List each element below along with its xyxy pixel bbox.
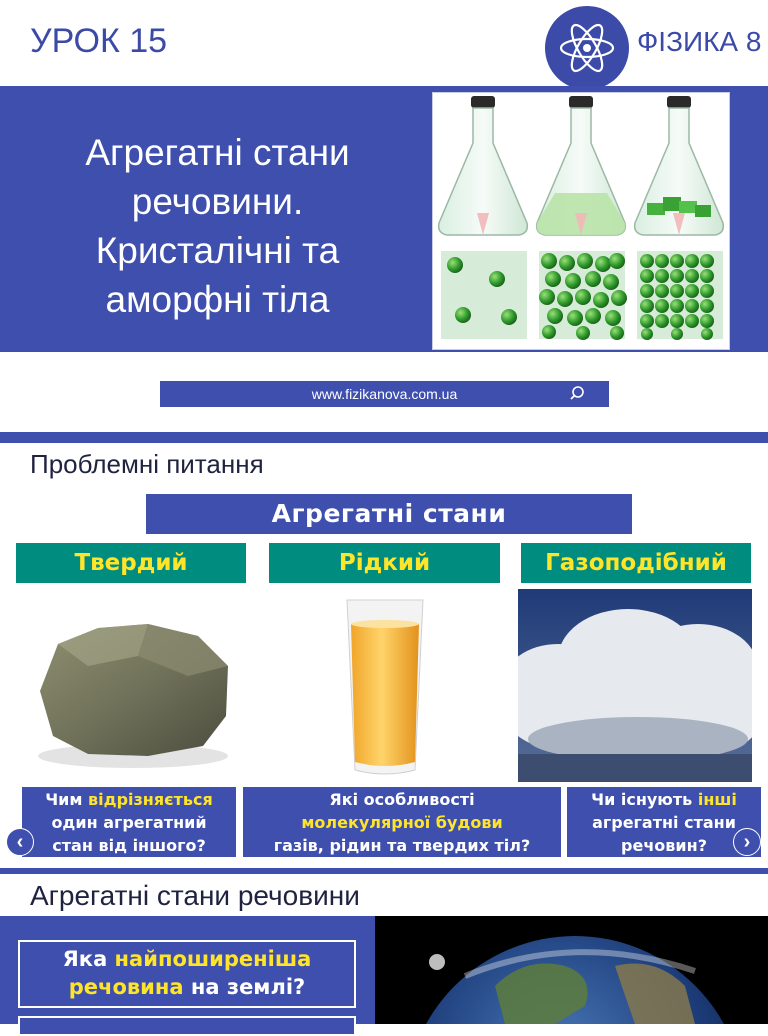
- question-highlight: найпоширеніша: [114, 947, 312, 971]
- question-highlight: інші: [697, 790, 737, 809]
- lesson-number: УРОК 15: [30, 22, 168, 60]
- title-line: аморфні тіла: [105, 279, 330, 320]
- question-text: Чи існують: [591, 790, 698, 809]
- title-line: Кристалічні та: [95, 230, 340, 271]
- question-text: один агрегатний: [51, 813, 207, 832]
- search-icon[interactable]: [570, 385, 588, 403]
- question-text: агрегатні стани: [592, 813, 736, 832]
- question-text: речовин?: [621, 836, 707, 855]
- question-card-5: [18, 1016, 356, 1036]
- earth-image: [375, 916, 768, 1024]
- website-link[interactable]: www.fizikanova.com.ua: [311, 386, 458, 402]
- question-text: на землі?: [183, 975, 306, 999]
- question-text: Чим: [45, 790, 89, 809]
- next-arrow-button[interactable]: ›: [733, 828, 761, 856]
- question-text: Яка: [62, 947, 115, 971]
- clouds-image: [518, 589, 752, 782]
- question-text: газів, рідин та твердих тіл?: [273, 836, 531, 855]
- state-liquid-label: Рідкий: [269, 543, 500, 583]
- question-text: стан від іншого?: [52, 836, 206, 855]
- subject-title: ФІЗИКА 8: [637, 26, 762, 57]
- section2-heading: Агрегатні стани речовини: [30, 880, 360, 911]
- problems-heading: Проблемні питання: [30, 449, 264, 479]
- question-highlight: речовина: [68, 975, 184, 999]
- state-solid-label: Твердий: [16, 543, 246, 583]
- title-line: Агрегатні стани: [85, 132, 350, 173]
- question-highlight: відрізняється: [88, 790, 213, 809]
- question-card-3: [567, 787, 761, 857]
- question-card-2: [243, 787, 561, 857]
- rock-image: [28, 596, 238, 781]
- question-card-1: [22, 787, 236, 857]
- page-title: [30, 128, 405, 324]
- states-heading: Агрегатні стани: [146, 494, 632, 534]
- state-gas-label: Газоподібний: [521, 543, 751, 583]
- flasks-illustration: [432, 92, 730, 350]
- title-line: речовини.: [131, 181, 304, 222]
- atom-icon: [545, 6, 629, 90]
- question-card-4: [18, 940, 356, 1008]
- question-highlight: молекулярної будови: [301, 813, 503, 832]
- prev-arrow-button[interactable]: ‹: [6, 828, 34, 856]
- juice-glass-image: [335, 596, 435, 781]
- question-text: Які особливості: [329, 790, 475, 809]
- url-bar[interactable]: [160, 381, 609, 407]
